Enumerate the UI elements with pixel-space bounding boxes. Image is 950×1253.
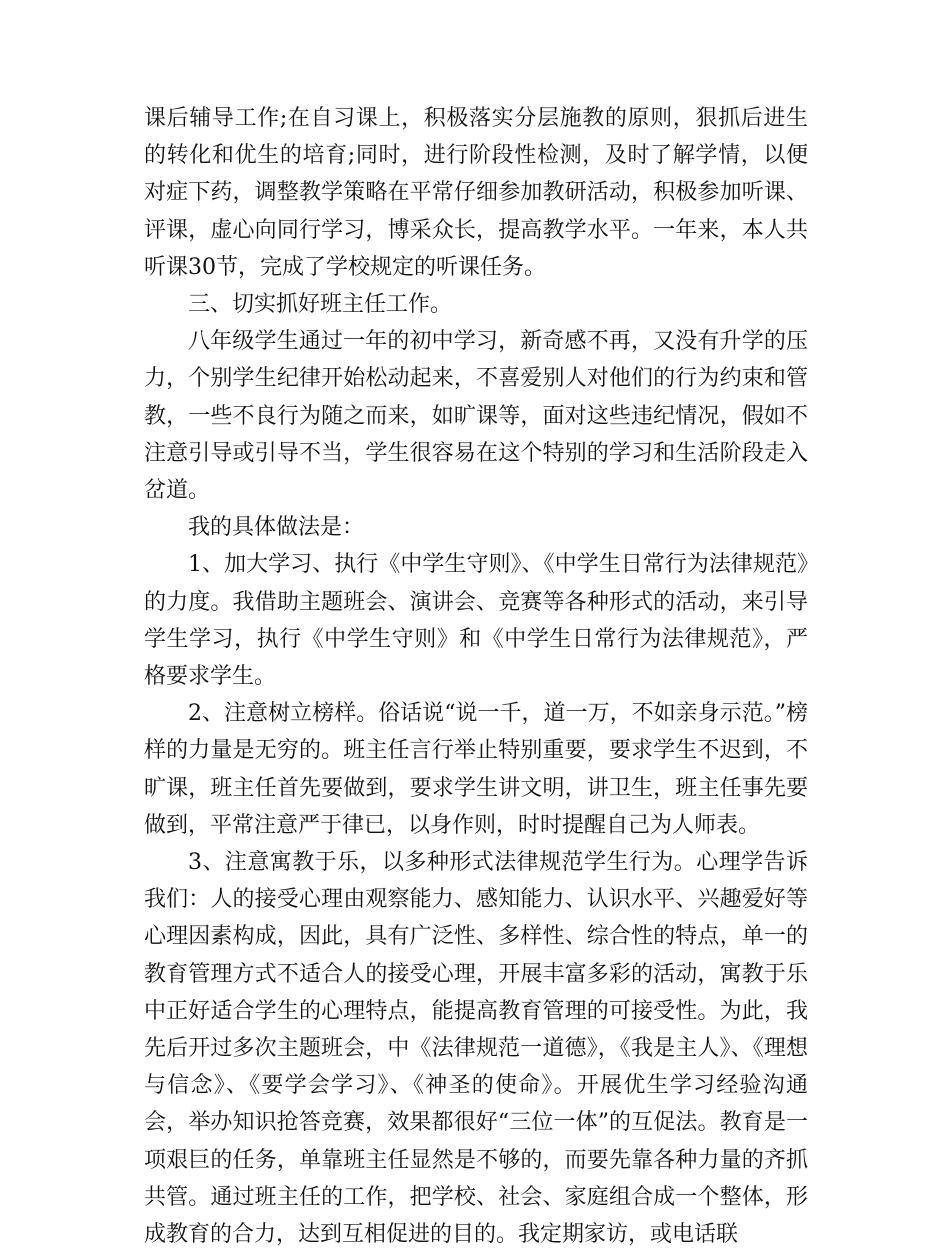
paragraph-item-2: 2、注意树立榜样。俗话说“说一千，道一万，不如亲身示范。”榜样的力量是无穷的。班主任言行举止特别重要，要求学生不迟到，不旷课，班主任首先要做到，要求学生讲文明，讲卫生，班主任事先要做到，平常注意严于律已，以身作则，时时提醒自己为人师表。 (144, 701, 808, 838)
paragraph-tutoring: 课后辅导工作;在自习课上，积极落实分层施教的原则，狠抓后进生的转化和优生的培育;同时，进行阶段性检测，及时了解学情，以便对症下药，调整教学策略在平常仔细参加教研活动，积极参加听课、评课，虚心向同行学习，博采众长，提高教学水平。一年来，本人共听课30节，完成了学校规定的听课任务。 (144, 106, 808, 280)
document-body (144, 100, 808, 1253)
paragraph-my-methods: 我的具体做法是： (188, 515, 365, 541)
section-heading-class-teacher: 三、切实抓好班主任工作。 (188, 292, 453, 318)
paragraph-item-3: 3、注意寓教于乐，以多种形式法律规范学生行为。心理学告诉我们：人的接受心理由观察能力、感知能力、认识水平、兴趣爱好等心理因素构成，因此，具有广泛性、多样性、综合性的特点，单一的教育管理方式不适合人的接受心理，开展丰富多彩的活动，寓教于乐中正好适合学生的心理特点，能提高教育管理的可接受性。为此，我先后开过多次主题班会，中《法律规范一道德》，《我是主人》、《理想与信念》、《要学会学习》、《神圣的使命》。开展优生学习经验沟通会，举办知识抢答竞赛，效果都很好“三位一体”的互促法。教育是一项艰巨的任务，单靠班主任显然是不够的，而要先靠各种力量的齐抓共管。通过班主任的工作，把学校、社会、家庭组合成一个整体，形成教育的合力，达到互相促进的目的。我定期家访，或电话联 (144, 850, 808, 1248)
paragraph-item-1: 1、加大学习、执行《中学生守则》、《中学生日常行为法律规范》的力度。我借助主题班会、演讲会、竞赛等各种形式的活动，来引导学生学习，执行《中学生守则》和《中学生日常行为法律规范》，严格要求学生。 (144, 552, 808, 690)
paragraph-grade-eight: 八年级学生通过一年的初中学习，新奇感不再，又没有升学的压力，个别学生纪律开始松动起来，不喜爱别人对他们的行为约束和管教，一些不良行为随之而来，如旷课等，面对这些违纪情况，假如不注意引导或引导不当，学生很容易在这个特别的学习和生活阶段走入岔道。 (144, 329, 808, 504)
